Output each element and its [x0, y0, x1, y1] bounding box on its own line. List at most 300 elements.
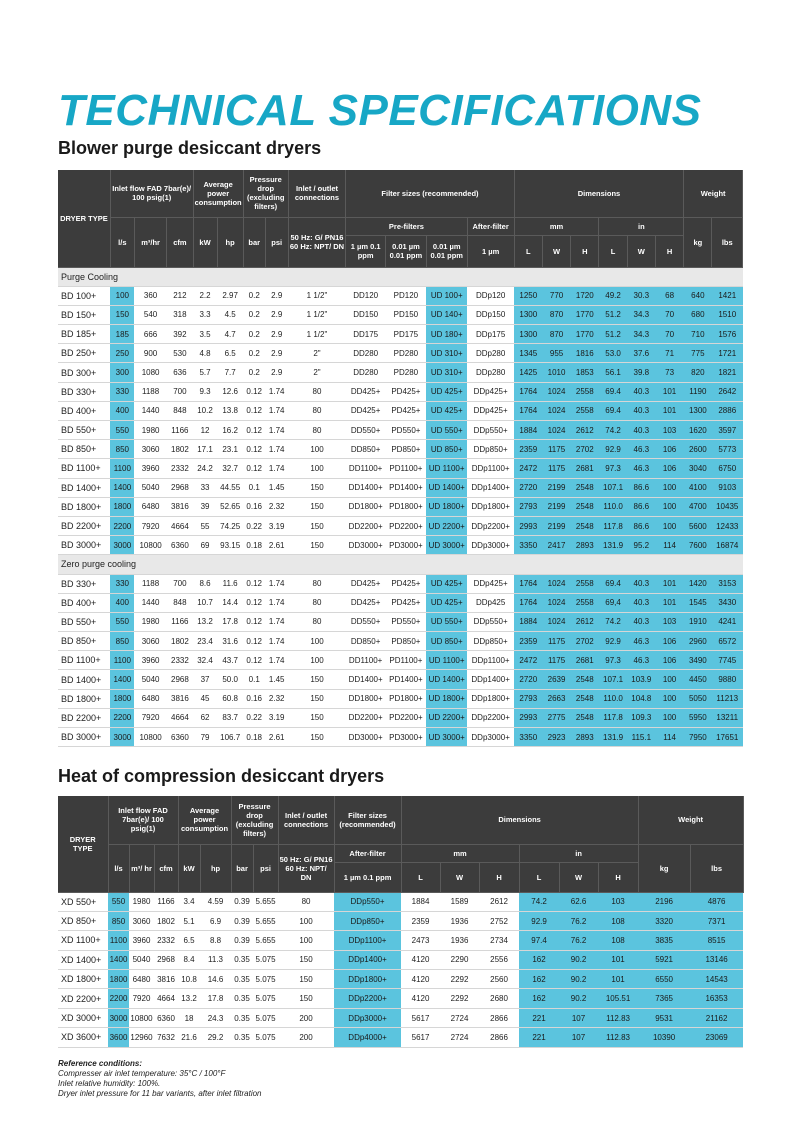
table-cell: 3.19 [265, 708, 288, 727]
table-cell: 2702 [571, 440, 599, 459]
table-cell: 86.6 [627, 497, 655, 516]
table-cell: PD2200+ [386, 516, 427, 535]
table-cell: 0.22 [243, 516, 265, 535]
table-cell: UD 140+ [426, 305, 467, 324]
table-cell: UD 2200+ [426, 708, 467, 727]
table-cell: 1802 [167, 440, 193, 459]
table-cell: 150 [110, 305, 134, 324]
th-filter-sizes: Filter sizes (recommended) [334, 796, 401, 844]
table-cell: 955 [542, 344, 570, 363]
table-row [58, 632, 743, 651]
table-cell: 12960 [129, 1028, 154, 1047]
table-cell: 680 [684, 305, 712, 324]
th-connections: Inlet / outlet connections [278, 796, 334, 844]
table-cell: DDp2200+ [334, 989, 401, 1008]
hoc-table-body [58, 892, 743, 1047]
table-cell: 1980 [134, 421, 166, 440]
table-row [58, 363, 743, 382]
table-cell: 2968 [167, 478, 193, 497]
model-cell: BD 1800+ [58, 497, 110, 516]
table-cell: 150 [278, 970, 334, 989]
table-cell: DDp2200+ [467, 708, 514, 727]
table-cell: 1024 [542, 593, 570, 612]
table-cell: 1800 [110, 497, 134, 516]
table-cell: 0.35 [231, 970, 253, 989]
table-cell: 0.35 [231, 989, 253, 1008]
table-cell: 0.39 [231, 911, 253, 930]
table-cell: 1.74 [265, 574, 288, 593]
table-cell: 360 [134, 286, 166, 305]
table-cell: 3816 [154, 970, 178, 989]
table-cell: 10390 [638, 1028, 690, 1047]
table-cell: 0.16 [243, 497, 265, 516]
model-cell: BD 3000+ [58, 728, 110, 747]
table-cell: 12 [193, 421, 217, 440]
table-cell: 70 [655, 305, 683, 324]
table-cell: DDp425 [467, 593, 514, 612]
table-cell: 1024 [542, 574, 570, 593]
table-cell: 850 [108, 911, 129, 930]
table-cell: 200 [278, 1028, 334, 1047]
table-cell: 1440 [134, 401, 166, 420]
table-cell: 848 [167, 401, 193, 420]
th-in-l: L [599, 235, 627, 267]
table-cell: 2558 [571, 574, 599, 593]
table-cell: DDp1400+ [467, 478, 514, 497]
table-cell: 1800 [110, 689, 134, 708]
table-cell: 6750 [712, 459, 743, 478]
table-cell: DD3000+ [346, 536, 386, 555]
table-cell: 1100 [110, 651, 134, 670]
table-cell: 1166 [154, 892, 178, 911]
table-cell: 250 [110, 344, 134, 363]
table-cell: 7745 [712, 651, 743, 670]
th-ls: l/s [108, 844, 129, 892]
table-cell: 6360 [167, 536, 193, 555]
table-cell: 2332 [154, 931, 178, 950]
table-cell: 1 1/2" [288, 305, 346, 324]
table-cell: 2793 [514, 689, 542, 708]
table-cell: 2663 [542, 689, 570, 708]
table-cell: 6360 [167, 728, 193, 747]
table-cell: UD 1800+ [426, 497, 467, 516]
table-cell: 46.3 [627, 651, 655, 670]
th-inlet-flow: Inlet flow FAD 7bar(e)/ 100 psig(1) [108, 796, 178, 844]
table-cell: UD 2200+ [426, 516, 467, 535]
th-mm-h: H [479, 862, 519, 892]
table-cell: 80 [288, 612, 346, 631]
table-cell: 6.5 [178, 931, 200, 950]
model-cell: BD 400+ [58, 593, 110, 612]
table-row [58, 421, 743, 440]
table-cell: UD 1400+ [426, 670, 467, 689]
table-cell: 21.6 [178, 1028, 200, 1047]
th-kg: kg [684, 217, 712, 267]
table-cell: DDp3000+ [467, 728, 514, 747]
th-kg: kg [638, 844, 690, 892]
table-cell: 3816 [167, 497, 193, 516]
table-cell: 4876 [690, 892, 743, 911]
table-cell: 700 [167, 574, 193, 593]
table-cell: 80 [288, 593, 346, 612]
table-cell: 2793 [514, 497, 542, 516]
table-cell: 0.12 [243, 421, 265, 440]
table-cell: 108 [598, 911, 638, 930]
notes-title: Reference conditions: [58, 1059, 143, 1068]
table-cell: 6550 [638, 970, 690, 989]
table-cell: 1250 [514, 286, 542, 305]
table-cell: DDp1100+ [467, 651, 514, 670]
table-cell: 2724 [440, 1028, 479, 1047]
table-cell: 73 [655, 363, 683, 382]
table-cell: DDp3000+ [334, 1008, 401, 1027]
table-cell: 69 [193, 536, 217, 555]
table-cell: 1024 [542, 382, 570, 401]
table-cell: 114 [655, 536, 683, 555]
table-cell: DD175 [346, 325, 386, 344]
table-cell: 1175 [542, 440, 570, 459]
table-cell: 0.12 [243, 382, 265, 401]
model-cell: BD 330+ [58, 574, 110, 593]
table-cell: DD550+ [346, 421, 386, 440]
model-cell: BD 850+ [58, 440, 110, 459]
table-cell: 3.5 [193, 325, 217, 344]
table-cell: 2681 [571, 651, 599, 670]
table-cell: PD425+ [386, 382, 427, 401]
th-average-power: Average power consumption [193, 170, 243, 217]
table-cell: 2.9 [265, 305, 288, 324]
table-cell: 2417 [542, 536, 570, 555]
notes-line: Inlet relative humidity: 100%. [58, 1079, 161, 1088]
table-cell: 5.075 [253, 989, 278, 1008]
table-cell: 0.2 [243, 344, 265, 363]
table-cell: 530 [167, 344, 193, 363]
table-cell: DD120 [346, 286, 386, 305]
th-ls: l/s [110, 217, 134, 267]
table-cell: 870 [542, 325, 570, 344]
table-cell: 2558 [571, 382, 599, 401]
table-cell: DD425+ [346, 382, 386, 401]
table-cell: 2292 [440, 970, 479, 989]
table-cell: 0.18 [243, 728, 265, 747]
table-cell: 40.3 [627, 382, 655, 401]
th-weight: Weight [638, 796, 743, 844]
table-cell: PD550+ [386, 612, 427, 631]
table-cell: DDp120 [467, 286, 514, 305]
th-prefilter-001um-b: 0.01 µm 0.01 ppm [426, 235, 467, 267]
table-cell: 2558 [571, 593, 599, 612]
table-cell: 2.61 [265, 728, 288, 747]
table-cell: 4450 [684, 670, 712, 689]
table-cell: UD 310+ [426, 363, 467, 382]
table-cell: 39 [193, 497, 217, 516]
model-cell: BD 2200+ [58, 516, 110, 535]
table-cell: 101 [655, 401, 683, 420]
table-cell: 1300 [514, 305, 542, 324]
table-cell: 2886 [712, 401, 743, 420]
th-afterfilter: After-filter [334, 844, 401, 862]
table-cell: 101 [655, 593, 683, 612]
table-row [58, 950, 743, 969]
table-cell: 0.12 [243, 440, 265, 459]
table-cell: 8.8 [200, 931, 231, 950]
table-cell: DDp3000+ [467, 536, 514, 555]
table-cell: UD 550+ [426, 421, 467, 440]
table-cell: 106 [655, 651, 683, 670]
group-row [58, 555, 743, 574]
model-cell: BD 300+ [58, 363, 110, 382]
table-cell: 21162 [690, 1008, 743, 1027]
model-cell: BD 1400+ [58, 670, 110, 689]
model-cell: BD 400+ [58, 401, 110, 420]
table-cell: 0.35 [231, 1008, 253, 1027]
table-cell: 18 [178, 1008, 200, 1027]
table-cell: 107.1 [599, 670, 627, 689]
table-cell: UD 180+ [426, 325, 467, 344]
th-psi: psi [253, 844, 278, 892]
table-cell: 8515 [690, 931, 743, 950]
table-cell: 46.3 [627, 459, 655, 478]
table-cell: 2993 [514, 516, 542, 535]
model-cell: BD 1400+ [58, 478, 110, 497]
th-mm-h: H [571, 235, 599, 267]
table-cell: 103 [655, 612, 683, 631]
table-cell: 640 [684, 286, 712, 305]
table-cell: 2548 [571, 708, 599, 727]
table-cell: 1800 [108, 970, 129, 989]
table-cell: 83.7 [217, 708, 243, 727]
table-cell: 46.3 [627, 440, 655, 459]
table-cell: 4.59 [200, 892, 231, 911]
table-cell: 106.7 [217, 728, 243, 747]
model-cell: BD 1100+ [58, 459, 110, 478]
table-cell: UD 550+ [426, 612, 467, 631]
th-afterfilter-1um: 1 µm 0.1 ppm [334, 862, 401, 892]
table-cell: 150 [288, 708, 346, 727]
table-row [58, 612, 743, 631]
th-bar: bar [231, 844, 253, 892]
table-row [58, 401, 743, 420]
table-cell: 3816 [167, 689, 193, 708]
table-cell: 0.2 [243, 305, 265, 324]
table-cell: 212 [167, 286, 193, 305]
table-cell: 40.3 [627, 421, 655, 440]
table-cell: 5.075 [253, 1008, 278, 1027]
table-cell: 69.4 [599, 382, 627, 401]
table-cell: 4120 [401, 970, 440, 989]
table-cell: 40.3 [627, 401, 655, 420]
table-cell: 3000 [110, 536, 134, 555]
table-cell: 392 [167, 325, 193, 344]
table-cell: 5.075 [253, 950, 278, 969]
table-cell: 101 [655, 382, 683, 401]
table-cell: 1910 [684, 612, 712, 631]
table-cell: 150 [288, 536, 346, 555]
table-cell: 162 [519, 989, 559, 1008]
th-mm: mm [401, 844, 519, 862]
table-cell: 100 [288, 459, 346, 478]
table-cell: DDp4000+ [334, 1028, 401, 1047]
table-cell: 330 [110, 574, 134, 593]
table-cell: 106 [655, 632, 683, 651]
table-cell: 1764 [514, 401, 542, 420]
table-cell: 92.9 [599, 440, 627, 459]
table-cell: 5.655 [253, 892, 278, 911]
table-cell: 103 [655, 421, 683, 440]
table-cell: 1.74 [265, 612, 288, 631]
table-cell: 13146 [690, 950, 743, 969]
table-row [58, 911, 743, 930]
table-cell: PD3000+ [386, 728, 427, 747]
table-cell: 7920 [134, 516, 166, 535]
table-cell: 4700 [684, 497, 712, 516]
table-cell: 300 [110, 363, 134, 382]
table-cell: 185 [110, 325, 134, 344]
table-cell: 51.2 [599, 305, 627, 324]
table-cell: 17.8 [200, 989, 231, 1008]
table-cell: 2993 [514, 708, 542, 727]
table-cell: 7920 [134, 708, 166, 727]
table-cell: DDp850+ [467, 632, 514, 651]
table-cell: UD 425+ [426, 593, 467, 612]
table-cell: 4664 [167, 708, 193, 727]
table-row [58, 1008, 743, 1027]
th-afterfilter-1um: 1 µm [467, 235, 514, 267]
table-cell: 1980 [134, 612, 166, 631]
table-cell: 2332 [167, 459, 193, 478]
table-cell: DD280 [346, 363, 386, 382]
table-cell: DD850+ [346, 440, 386, 459]
table-cell: 100 [288, 440, 346, 459]
table-cell: DD280 [346, 344, 386, 363]
th-in: in [519, 844, 638, 862]
table-cell: 4.8 [193, 344, 217, 363]
model-cell: XD 1400+ [58, 950, 108, 969]
table-cell: 162 [519, 950, 559, 969]
table-cell: 2472 [514, 651, 542, 670]
table-cell: DDp550+ [334, 892, 401, 911]
table-cell: 5.1 [178, 911, 200, 930]
table-cell: DD1400+ [346, 478, 386, 497]
table-cell: 6.5 [217, 344, 243, 363]
table-row [58, 574, 743, 593]
table-cell: 1770 [571, 305, 599, 324]
table-cell: 51.2 [599, 325, 627, 344]
table-cell: 100 [655, 516, 683, 535]
table-cell: 14.6 [200, 970, 231, 989]
table-cell: 1721 [712, 344, 743, 363]
table-cell: 2196 [638, 892, 690, 911]
th-cfm: cfm [167, 217, 193, 267]
table-cell: 100 [110, 286, 134, 305]
table-cell: 1425 [514, 363, 542, 382]
model-cell: BD 1100+ [58, 651, 110, 670]
table-cell: 7.7 [217, 363, 243, 382]
table-cell: 400 [110, 593, 134, 612]
table-row [58, 670, 743, 689]
table-cell: 7632 [154, 1028, 178, 1047]
table-cell: 2556 [479, 950, 519, 969]
notes-line: Compresser air inlet temperature: 35°C / 100°F [58, 1069, 226, 1078]
table-cell: 1188 [134, 382, 166, 401]
table-cell: 100 [655, 478, 683, 497]
table-cell: DDp550+ [467, 612, 514, 631]
th-in-l: L [519, 862, 559, 892]
table-cell: 103.9 [627, 670, 655, 689]
table-cell: 10800 [129, 1008, 154, 1027]
table-cell: 34.3 [627, 325, 655, 344]
table-cell: 9.3 [193, 382, 217, 401]
table-cell: 1.45 [265, 478, 288, 497]
table-cell: PD3000+ [386, 536, 427, 555]
table-cell: 1816 [571, 344, 599, 363]
group-label: Purge Cooling [58, 267, 743, 286]
table-cell: 1300 [514, 325, 542, 344]
table-cell: 1.74 [265, 459, 288, 478]
hoc-section-title: Heat of compression desiccant dryers [58, 766, 385, 786]
table-cell: DDp1800+ [334, 970, 401, 989]
table-cell: 0.1 [243, 670, 265, 689]
table-cell: 2" [288, 344, 346, 363]
table-cell: 11.6 [217, 574, 243, 593]
table-cell: 97.4 [519, 931, 559, 950]
table-cell: 0.18 [243, 536, 265, 555]
table-cell: DDp1400+ [467, 670, 514, 689]
table-cell: 5773 [712, 440, 743, 459]
table-cell: 850 [110, 440, 134, 459]
table-cell: DD1100+ [346, 459, 386, 478]
table-cell: 150 [288, 728, 346, 747]
table-cell: DDp1400+ [334, 950, 401, 969]
table-cell: 5.075 [253, 1028, 278, 1047]
table-cell: 5.655 [253, 931, 278, 950]
table-cell: 770 [542, 286, 570, 305]
table-cell: 1.74 [265, 651, 288, 670]
table-cell: UD 425+ [426, 574, 467, 593]
table-cell: 106 [655, 459, 683, 478]
table-cell: 710 [684, 325, 712, 344]
table-cell: 110.0 [599, 689, 627, 708]
table-cell: DDp550+ [467, 421, 514, 440]
table-cell: 97.3 [599, 651, 627, 670]
table-cell: 221 [519, 1028, 559, 1047]
table-cell: 5950 [684, 708, 712, 727]
th-mm-w: W [542, 235, 570, 267]
table-cell: DD1400+ [346, 670, 386, 689]
table-cell: 40.3 [627, 574, 655, 593]
table-cell: UD 1100+ [426, 459, 467, 478]
table-cell: 1175 [542, 632, 570, 651]
table-cell: UD 1400+ [426, 478, 467, 497]
table-cell: 24.3 [200, 1008, 231, 1027]
table-cell: 3040 [684, 459, 712, 478]
table-cell: 1166 [167, 612, 193, 631]
table-cell: 23.1 [217, 440, 243, 459]
table-row [58, 536, 743, 555]
table-cell: PD280 [386, 363, 427, 382]
table-cell: 76.2 [559, 931, 598, 950]
table-cell: 1.74 [265, 632, 288, 651]
table-cell: 2866 [479, 1008, 519, 1027]
th-cfm: cfm [154, 844, 178, 892]
table-cell: 2866 [479, 1028, 519, 1047]
table-cell: 2200 [108, 989, 129, 1008]
table-cell: 11213 [712, 689, 743, 708]
table-cell: 1345 [514, 344, 542, 363]
table-cell: 7365 [638, 989, 690, 1008]
table-cell: PD120 [386, 286, 427, 305]
table-cell: DD425+ [346, 574, 386, 593]
